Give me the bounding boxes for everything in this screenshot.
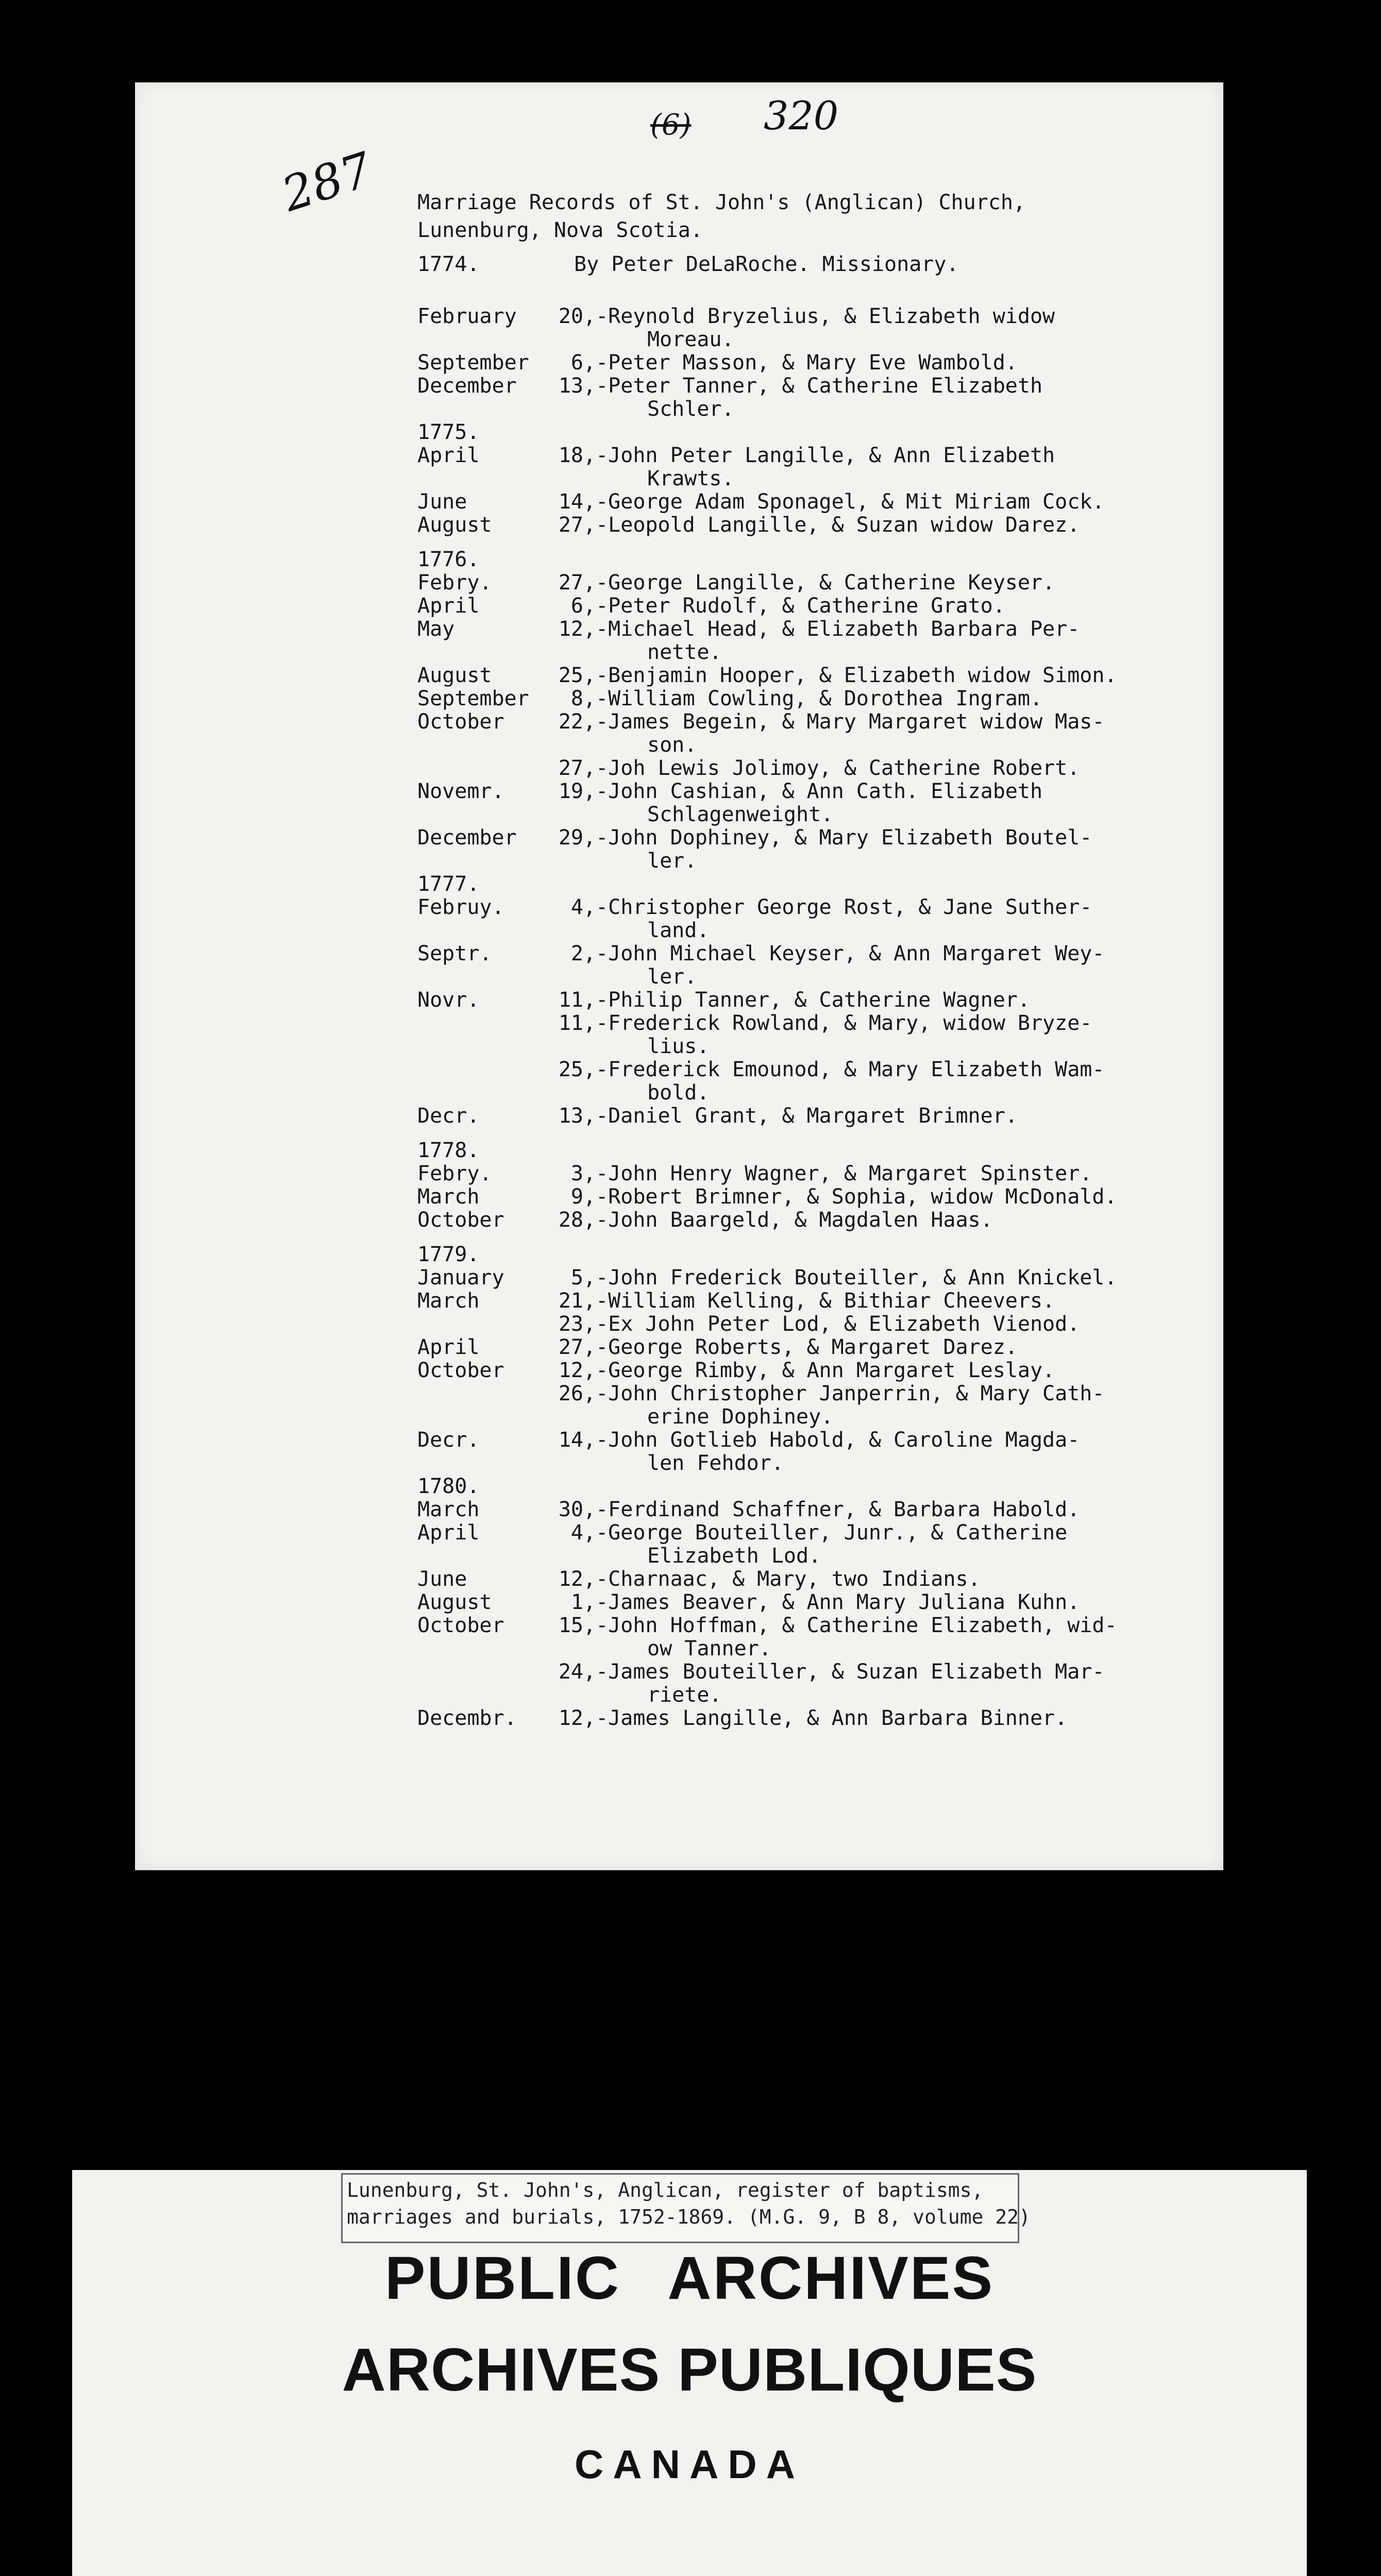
record-day: 1 (570, 1590, 583, 1614)
record-day: 29 (558, 826, 583, 850)
record-text: ,-John Peter Langille, & Ann Elizabeth (583, 444, 1055, 467)
record-continuation-text: riete. (647, 1683, 722, 1707)
record-day: 11 (558, 988, 583, 1012)
record-text: ,-John Hoffman, & Catherine Elizabeth, wid- (583, 1614, 1117, 1637)
record-text: ,-Daniel Grant, & Margaret Brimner. (583, 1104, 1018, 1128)
record-row (417, 1382, 1211, 1405)
record-month: Novemr. (417, 779, 504, 803)
record-continuation-text: son. (647, 733, 697, 757)
record-continuation (417, 1405, 1211, 1429)
record-month: August (417, 513, 492, 537)
record-month: Septr. (417, 942, 492, 965)
record-day: 27 (558, 571, 583, 595)
record-month: March (417, 1185, 480, 1209)
record-text: ,-James Bouteiller, & Suzan Elizabeth Mar- (583, 1660, 1105, 1684)
record-day: 23 (558, 1312, 583, 1336)
record-continuation (417, 641, 1211, 664)
record-day: 27 (558, 1335, 583, 1359)
record-row (417, 305, 1211, 328)
record-continuation (417, 1637, 1211, 1660)
record-row (417, 444, 1211, 467)
slip-line-1: Lunenburg, St. John's, Anglican, register of baptisms, (347, 2179, 984, 2201)
record-day: 12 (558, 1359, 583, 1382)
folio-number-left: 287 (275, 142, 379, 223)
record-day: 28 (558, 1208, 583, 1232)
intro-year: 1774. (417, 252, 480, 276)
record-month: February (417, 304, 517, 328)
record-row (417, 1185, 1211, 1209)
record-day: 24 (558, 1660, 583, 1684)
record-month: Febry. (417, 571, 492, 595)
marriage-records-list (417, 305, 1211, 1730)
record-month: October (417, 710, 504, 734)
record-day: 22 (558, 710, 583, 734)
record-row (417, 595, 1211, 618)
year-heading (417, 1139, 1211, 1162)
record-text: ,-James Langille, & Ann Barbara Binner. (583, 1706, 1068, 1730)
record-text: ,-Frederick Rowland, & Mary, widow Bryze- (583, 1011, 1092, 1035)
record-day: 2 (570, 942, 583, 965)
record-text: ,-James Beaver, & Ann Mary Juliana Kuhn. (583, 1590, 1080, 1614)
title-line-2: Lunenburg, Nova Scotia. (417, 218, 703, 242)
record-month: August (417, 1590, 492, 1614)
record-text: ,-Ex John Peter Lod, & Elizabeth Vienod. (583, 1312, 1080, 1336)
record-month: 1777. (417, 872, 480, 896)
record-continuation-text: ow Tanner. (647, 1637, 771, 1660)
record-day: 13 (558, 374, 583, 398)
year-heading (417, 421, 1211, 444)
record-row (417, 1429, 1211, 1452)
record-day: 14 (558, 490, 583, 514)
record-row (417, 1707, 1211, 1730)
record-text: ,-Reynold Bryzelius, & Elizabeth widow (583, 304, 1055, 328)
record-continuation (417, 1684, 1211, 1707)
record-text: ,-William Cowling, & Dorothea Ingram. (583, 687, 1043, 710)
record-text: ,-John Baargeld, & Magdalen Haas. (583, 1208, 993, 1232)
record-month: 1780. (417, 1475, 480, 1498)
record-continuation-text: lius. (647, 1035, 710, 1058)
record-day: 8 (570, 687, 583, 710)
record-continuation-text: Elizabeth Lod. (647, 1544, 821, 1568)
record-text: ,-George Roberts, & Margaret Darez. (583, 1335, 1018, 1359)
record-row (417, 780, 1211, 803)
record-continuation-text: erine Dophiney. (647, 1405, 834, 1429)
record-month: 1779. (417, 1243, 480, 1266)
record-month: June (417, 1567, 467, 1591)
record-row (417, 687, 1211, 710)
record-month: May (417, 617, 455, 641)
record-continuation (417, 1081, 1211, 1105)
record-month: September (417, 687, 529, 710)
record-month: October (417, 1359, 504, 1382)
record-row (417, 1266, 1211, 1290)
document-title (417, 189, 1025, 244)
record-month: September (417, 351, 529, 375)
record-month: August (417, 664, 492, 687)
record-month: March (417, 1498, 480, 1521)
record-continuation-text: nette. (647, 640, 722, 664)
record-day: 25 (558, 664, 583, 687)
record-row (417, 514, 1211, 537)
record-text: ,-William Kelling, & Bithiar Cheevers. (583, 1289, 1055, 1313)
record-row (417, 618, 1211, 641)
record-continuation (417, 919, 1211, 942)
record-text: ,-John Gotlieb Habold, & Caroline Magda- (583, 1428, 1080, 1452)
record-row (417, 896, 1211, 919)
folio-number-right: 320 (764, 93, 839, 139)
record-continuation-text: Schlagenweight. (647, 803, 834, 826)
record-month: December (417, 826, 517, 850)
record-text: ,-George Adam Sponagel, & Mit Miriam Cock. (583, 490, 1105, 514)
record-continuation (417, 1545, 1211, 1568)
record-month: 1778. (417, 1139, 480, 1162)
record-month: Decr. (417, 1104, 480, 1128)
record-continuation-text: Schler. (647, 397, 734, 421)
record-continuation (417, 803, 1211, 826)
struck-annotation: (6) (650, 108, 692, 142)
record-continuation-text: ler. (647, 849, 697, 873)
record-text: ,-George Rimby, & Ann Margaret Leslay. (583, 1359, 1055, 1382)
record-text: ,-Christopher George Rost, & Jane Suther- (583, 895, 1092, 919)
record-month: January (417, 1266, 504, 1290)
record-day: 14 (558, 1428, 583, 1452)
record-continuation-text: Moreau. (647, 328, 734, 351)
record-continuation (417, 1035, 1211, 1058)
record-continuation-text: bold. (647, 1081, 710, 1105)
record-month: 1776. (417, 548, 480, 571)
record-row (417, 1660, 1211, 1684)
record-row (417, 757, 1211, 780)
record-row (417, 1359, 1211, 1382)
record-month: March (417, 1289, 480, 1313)
record-month: December (417, 374, 517, 398)
record-row (417, 571, 1211, 595)
record-day: 5 (570, 1266, 583, 1290)
record-day: 12 (558, 1567, 583, 1591)
record-day: 4 (570, 1521, 583, 1545)
record-row (417, 351, 1211, 375)
record-row (417, 989, 1211, 1012)
record-day: 6 (570, 594, 583, 618)
record-month: October (417, 1208, 504, 1232)
record-text: ,-Philip Tanner, & Catherine Wagner. (583, 988, 1030, 1012)
record-day: 6 (570, 351, 583, 375)
record-day: 18 (558, 444, 583, 467)
intro-officiant: By Peter DeLaRoche. Missionary. (574, 252, 959, 276)
record-day: 25 (558, 1058, 583, 1081)
record-continuation-text: land. (647, 919, 710, 942)
record-continuation (417, 965, 1211, 989)
record-row (417, 1012, 1211, 1035)
record-continuation-text: ler. (647, 965, 697, 989)
record-continuation-text: Krawts. (647, 467, 734, 490)
record-row (417, 375, 1211, 398)
record-row (417, 1209, 1211, 1232)
record-continuation (417, 467, 1211, 490)
record-month: April (417, 1335, 480, 1359)
record-month: 1775. (417, 420, 480, 444)
record-text: ,-Peter Tanner, & Catherine Elizabeth (583, 374, 1043, 398)
record-day: 12 (558, 1706, 583, 1730)
record-day: 20 (558, 304, 583, 328)
record-day: 9 (570, 1185, 583, 1209)
record-text: ,-Leopold Langille, & Suzan widow Darez. (583, 513, 1080, 537)
record-continuation (417, 734, 1211, 757)
archive-country: CANADA (575, 2442, 804, 2487)
record-continuation (417, 328, 1211, 351)
record-text: ,-John Henry Wagner, & Margaret Spinster. (583, 1162, 1092, 1185)
archive-title-english: PUBLIC ARCHIVES (384, 2244, 995, 2312)
record-row (417, 1290, 1211, 1313)
archive-reference-slip (341, 2173, 1031, 2243)
record-day: 21 (558, 1289, 583, 1313)
record-month: October (417, 1614, 504, 1637)
record-continuation (417, 850, 1211, 873)
record-month: Decembr. (417, 1706, 517, 1730)
record-day: 26 (558, 1382, 583, 1405)
record-row (417, 1568, 1211, 1591)
record-text: ,-Peter Masson, & Mary Eve Wambold. (583, 351, 1018, 375)
record-row (417, 1105, 1211, 1128)
record-day: 27 (558, 513, 583, 537)
year-heading (417, 1243, 1211, 1266)
title-line-1: Marriage Records of St. John's (Anglican) Church, (417, 191, 1026, 214)
archive-title-french: ARCHIVES PUBLIQUES (342, 2336, 1037, 2404)
record-row (417, 1591, 1211, 1614)
record-month: June (417, 490, 467, 514)
record-row (417, 1498, 1211, 1521)
record-text: ,-Michael Head, & Elizabeth Barbara Per- (583, 617, 1080, 641)
record-day: 3 (570, 1162, 583, 1185)
record-day: 13 (558, 1104, 583, 1128)
record-text: ,-Joh Lewis Jolimoy, & Catherine Robert. (583, 756, 1080, 780)
record-text: ,-Frederick Emounod, & Mary Elizabeth Wam- (583, 1058, 1105, 1081)
record-text: ,-George Langille, & Catherine Keyser. (583, 571, 1055, 595)
record-row (417, 1336, 1211, 1359)
archive-card (72, 2170, 1307, 2576)
record-text: ,-John Cashian, & Ann Cath. Elizabeth (583, 779, 1043, 803)
record-day: 12 (558, 617, 583, 641)
record-row (417, 1313, 1211, 1336)
record-text: ,-John Dophiney, & Mary Elizabeth Boutel- (583, 826, 1092, 850)
record-month: Februy. (417, 895, 504, 919)
record-text: ,-Charnaac, & Mary, two Indians. (583, 1567, 981, 1591)
record-day: 27 (558, 756, 583, 780)
record-day: 30 (558, 1498, 583, 1521)
record-row (417, 1162, 1211, 1185)
record-row (417, 826, 1211, 850)
record-continuation-text: len Fehdor. (647, 1451, 784, 1475)
year-heading (417, 873, 1211, 896)
record-row (417, 1058, 1211, 1081)
record-month: Febry. (417, 1162, 492, 1185)
record-text: ,-John Christopher Janperrin, & Mary Cath- (583, 1382, 1105, 1405)
record-row (417, 942, 1211, 965)
record-text: ,-Peter Rudolf, & Catherine Grato. (583, 594, 1005, 618)
record-row (417, 1521, 1211, 1545)
record-text: ,-James Begein, & Mary Margaret widow Mas- (583, 710, 1105, 734)
record-day: 19 (558, 779, 583, 803)
record-month: Decr. (417, 1428, 480, 1452)
record-text: ,-John Frederick Bouteiller, & Ann Knickel. (583, 1266, 1117, 1290)
record-day: 11 (558, 1011, 583, 1035)
record-row (417, 490, 1211, 514)
record-month: Novr. (417, 988, 480, 1012)
slip-line-2: marriages and burials, 1752-1869. (M.G. 9, B 8, volume 22) (347, 2206, 1031, 2228)
year-heading (417, 1475, 1211, 1498)
record-text: ,-John Michael Keyser, & Ann Margaret Wey- (583, 942, 1105, 965)
record-day: 15 (558, 1614, 583, 1637)
record-row (417, 710, 1211, 734)
record-continuation (417, 1452, 1211, 1475)
record-day: 4 (570, 895, 583, 919)
record-month: April (417, 444, 480, 467)
record-month: April (417, 594, 480, 618)
document-page (135, 82, 1223, 1870)
record-month: April (417, 1521, 480, 1545)
record-row (417, 664, 1211, 687)
record-text: ,-Robert Brimner, & Sophia, widow McDonald. (583, 1185, 1117, 1209)
record-text: ,-Benjamin Hooper, & Elizabeth widow Simon. (583, 664, 1117, 687)
record-row (417, 1614, 1211, 1637)
year-heading (417, 548, 1211, 571)
record-continuation (417, 398, 1211, 421)
record-text: ,-Ferdinand Schaffner, & Barbara Habold. (583, 1498, 1080, 1521)
record-text: ,-George Bouteiller, Junr., & Catherine (583, 1521, 1068, 1545)
